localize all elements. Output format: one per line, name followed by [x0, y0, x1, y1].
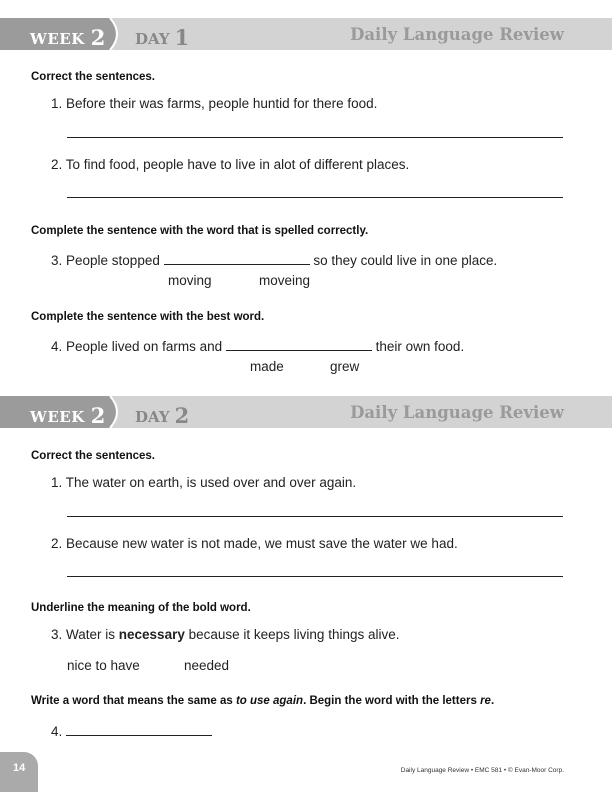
question-1: 1. Before their was farms, people huntid for there food.	[51, 96, 378, 111]
instruction-underline: Underline the meaning of the bold word.	[31, 602, 251, 614]
question-3: 3. Water is necessary because it keeps living things alive.	[51, 627, 400, 642]
choice-grew[interactable]: grew	[330, 359, 360, 374]
choice-moving[interactable]: moving	[168, 273, 212, 288]
day-label: DAY 2	[135, 403, 190, 428]
blank-3[interactable]	[164, 264, 310, 265]
question-2: 2. To find food, people have to live in alot of different places.	[51, 157, 410, 172]
section-title: Daily Language Review	[350, 403, 564, 422]
choice-nice-to-have[interactable]: nice to have	[67, 658, 140, 673]
week-label: WEEK 2	[30, 403, 106, 428]
choice-needed[interactable]: needed	[184, 658, 230, 673]
answer-line-1[interactable]	[67, 516, 563, 517]
question-3: 3. People stopped so they could live in one place.	[51, 253, 498, 268]
question-4: 4. People lived on farms and their own food.	[51, 339, 465, 354]
page-number: 14	[13, 762, 26, 774]
day1-banner	[0, 18, 612, 50]
instruction-correct: Correct the sentences.	[31, 71, 155, 83]
day-label: DAY 1	[135, 25, 190, 50]
page-number-tab	[0, 752, 38, 792]
question-1: 1. The water on earth, is used over and over again.	[51, 475, 357, 490]
footer-credit: Daily Language Review • EMC 581 • © Evan-Moor Corp.	[400, 767, 564, 774]
day2-banner	[0, 396, 612, 428]
answer-line-2[interactable]	[67, 576, 563, 577]
instruction-spelling: Complete the sentence with the word that is spelled correctly.	[31, 225, 369, 237]
instruction-write-word: Write a word that means the same as to use again. Begin the word with the letters re.	[31, 695, 495, 707]
question-4: 4.	[51, 724, 212, 739]
answer-line-2[interactable]	[67, 197, 563, 198]
blank-4[interactable]	[226, 350, 372, 351]
bold-word: necessary	[118, 627, 185, 642]
section-title: Daily Language Review	[350, 25, 564, 44]
choice-made[interactable]: made	[250, 359, 284, 374]
instruction-best-word: Complete the sentence with the best word.	[31, 311, 265, 323]
instruction-correct: Correct the sentences.	[31, 450, 155, 462]
week-label: WEEK 2	[30, 25, 106, 50]
choice-moveing[interactable]: moveing	[259, 273, 311, 288]
question-2: 2. Because new water is not made, we must save the water we had.	[51, 536, 458, 551]
answer-line-1[interactable]	[67, 137, 563, 138]
blank-4[interactable]	[66, 735, 212, 736]
